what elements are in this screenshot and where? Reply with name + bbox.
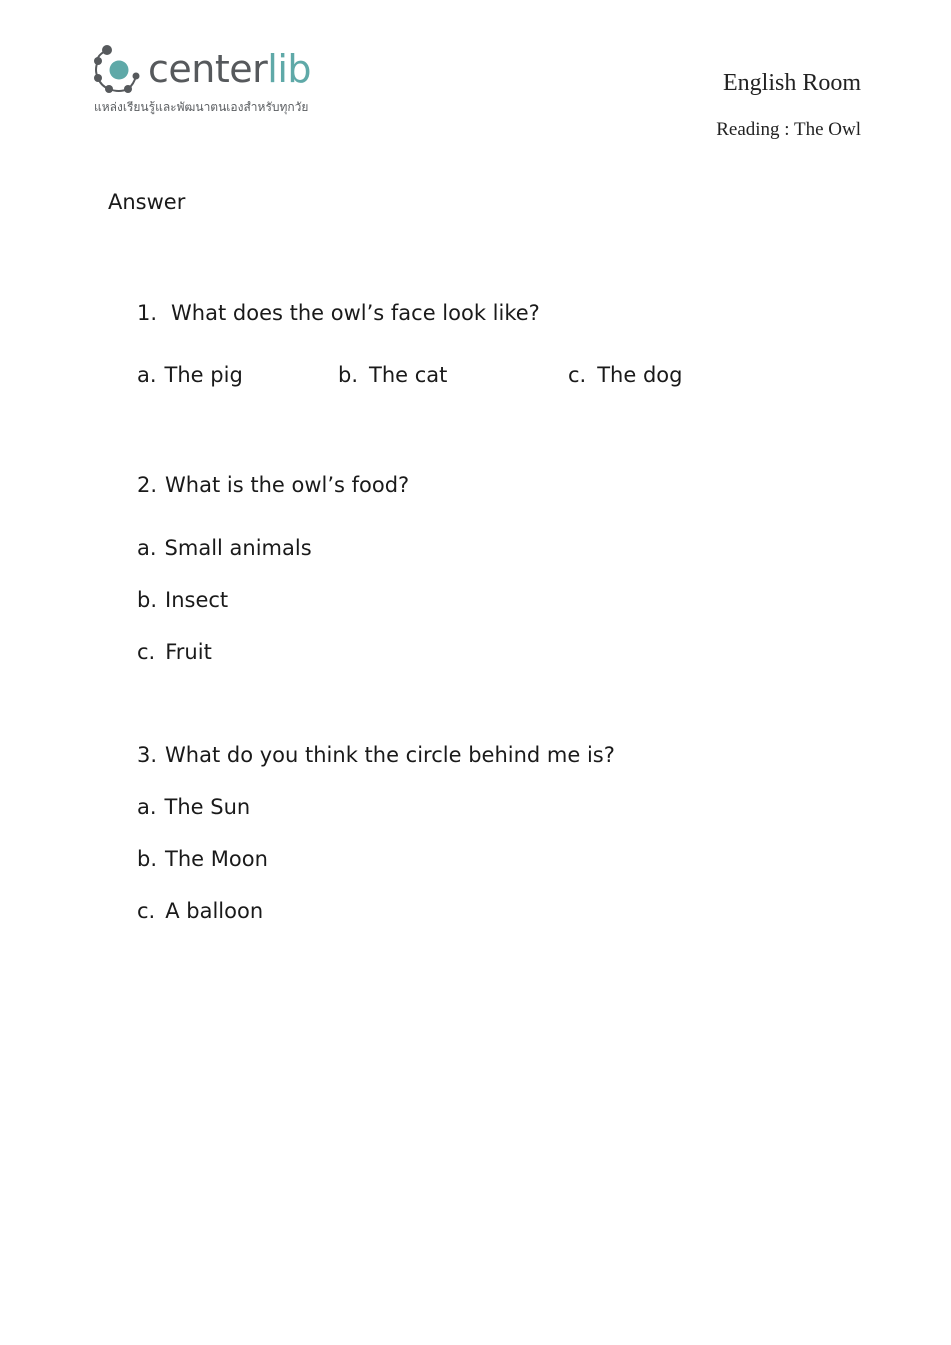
question-3-option-b — [137, 846, 268, 872]
option-letter: b. — [137, 847, 158, 871]
logo-word-lib: lib — [267, 47, 312, 91]
option-text: The pig — [164, 363, 243, 387]
option-text: The Moon — [165, 847, 268, 871]
centerlib-logo-icon — [92, 42, 146, 96]
option-text: Small animals — [164, 536, 312, 560]
option-text: A balloon — [165, 899, 264, 923]
question-number: 2. — [137, 473, 158, 497]
option-text: Insect — [165, 588, 229, 612]
question-number: 1. — [137, 301, 158, 325]
option-text: Fruit — [165, 640, 212, 664]
logo-tagline: แหล่งเรียนรู้และพัฒนาตนเองสำหรับทุกวัย — [94, 100, 309, 114]
option-letter: a. — [137, 795, 157, 819]
answer-heading: Answer — [108, 190, 186, 214]
question-1 — [137, 300, 540, 326]
question-1-option-c — [568, 362, 682, 388]
option-text: The cat — [369, 363, 448, 387]
question-3-option-c — [137, 898, 263, 924]
question-2-option-a — [137, 535, 312, 561]
question-number: 3. — [137, 743, 158, 767]
centerlib-logo — [92, 42, 352, 122]
option-letter: c. — [568, 363, 587, 387]
question-text: What is the owl’s food? — [165, 473, 410, 497]
question-1-option-b — [338, 362, 447, 388]
question-3 — [137, 742, 615, 768]
question-2-option-b — [137, 587, 228, 613]
centerlib-logo-wordmark — [148, 42, 311, 96]
option-letter: b. — [137, 588, 158, 612]
option-text: The Sun — [164, 795, 251, 819]
question-2-option-c — [137, 639, 212, 665]
option-letter: b. — [338, 363, 359, 387]
option-letter: a. — [137, 363, 157, 387]
question-2 — [137, 472, 409, 498]
header-title: English Room — [722, 70, 861, 96]
option-letter: c. — [137, 640, 156, 664]
header-subtitle: Reading : The Owl — [716, 119, 861, 140]
option-letter: a. — [137, 536, 157, 560]
option-letter: c. — [137, 899, 156, 923]
question-text: What does the owl’s face look like? — [171, 301, 540, 325]
question-text: What do you think the circle behind me is? — [165, 743, 615, 767]
logo-word-center: center — [148, 47, 268, 91]
option-text: The dog — [597, 363, 683, 387]
question-1-option-a — [137, 362, 243, 388]
question-3-option-a — [137, 794, 250, 820]
